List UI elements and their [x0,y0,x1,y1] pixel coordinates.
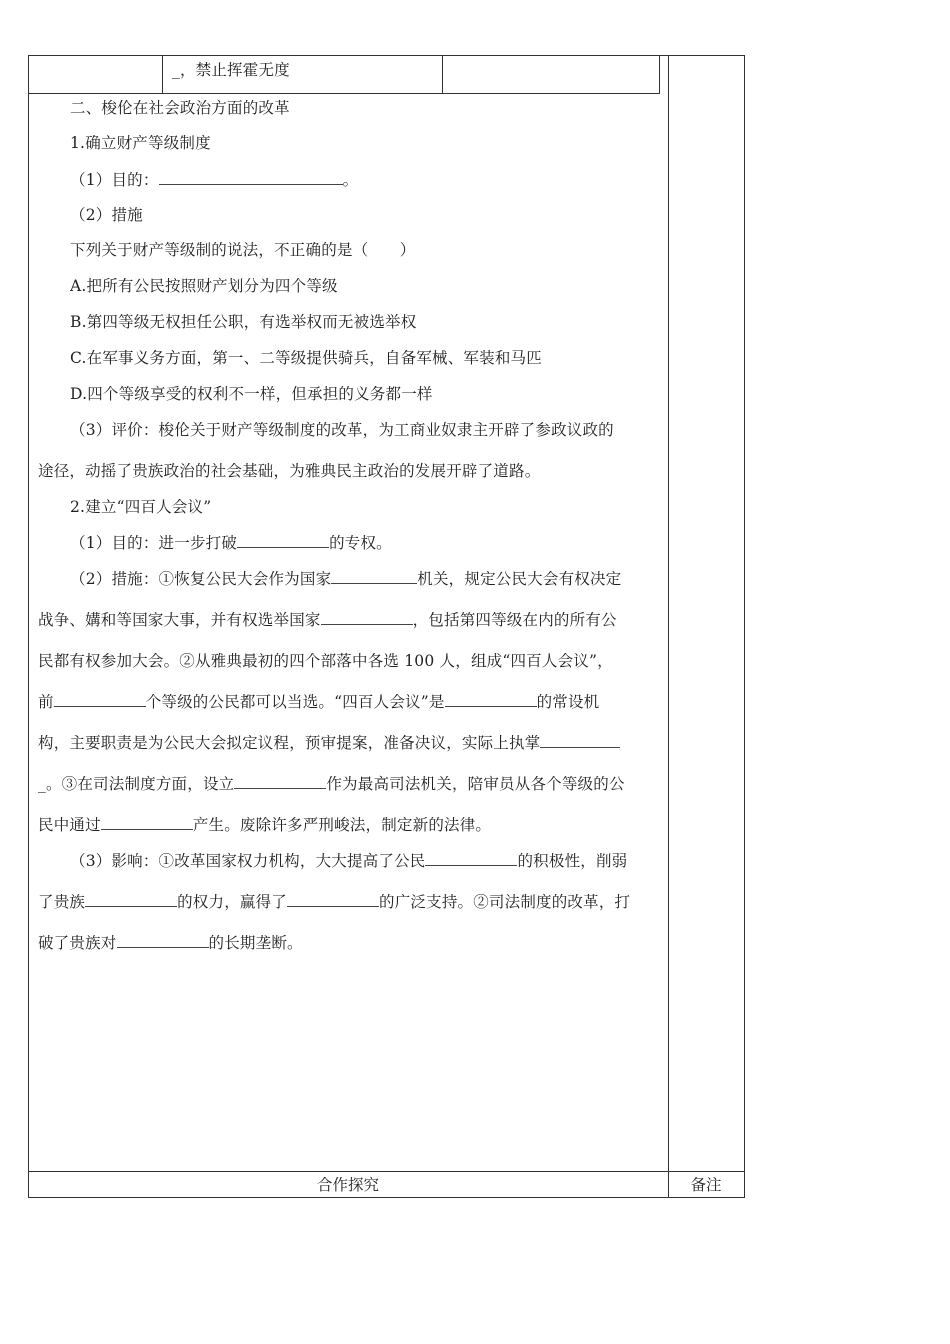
text-segment: 破了贵族对 [38,934,117,952]
measures-line-3: 民都有权参加大会。②从雅典最初的四个部落中各选 100 人，组成“四百人会议”， [38,652,613,670]
top-table-cell-text: _，禁止挥霍无度 [172,61,290,79]
part1-measures-label: （2）措施 [70,206,143,224]
text-segment: （1）目的：进一步打破 [70,534,238,552]
part1-question: 下列关于财产等级制的说法，不正确的是（ ） [70,241,416,259]
footer-top-border [28,1171,745,1172]
option-c: C.在军事义务方面，第一、二等级提供骑兵，自备军械、军装和马匹 [70,349,542,367]
part1-purpose-line [70,170,358,190]
text-segment: 构，主要职责是为公民大会拟定议程，预审提案，准备决议，实际上执掌 [38,734,541,752]
text-segment: 产生。废除许多严刑峻法，制定新的法律。 [192,816,492,834]
purpose-end: 。 [342,171,359,189]
text-segment: 的广泛支持。②司法制度的改革，打 [379,893,631,911]
text-segment: 的专权。 [329,534,392,552]
answer-blank[interactable] [425,851,517,866]
option-b: B.第四等级无权担任公职，有选举权而无被选举权 [70,313,417,331]
impact-line-1 [70,851,627,871]
option-a: A.把所有公民按照财产划分为四个等级 [70,277,338,295]
answer-blank[interactable] [331,569,417,584]
impact-line-3 [38,933,303,953]
answer-blank[interactable] [237,533,329,548]
frame-left-border [28,55,29,1198]
measures-line-2 [38,610,617,630]
text-segment: 机关，规定公民大会有权决定 [417,570,622,588]
answer-blank[interactable] [234,774,326,789]
inner-table-divider-1 [162,55,163,93]
frame-right-border [744,55,745,1198]
footer-right-label: 备注 [690,1176,722,1194]
measures-line-4 [38,692,599,712]
answer-blank[interactable] [321,610,413,625]
text-segment: 的常设机 [536,693,600,711]
footer-left-label: 合作探究 [316,1176,379,1194]
option-d: D.四个等级享受的权利不一样，但承担的义务都一样 [70,385,433,403]
part1-heading: 1.确立财产等级制度 [70,134,211,152]
text-segment: 的积极性，削弱 [517,852,628,870]
frame-top-border [28,55,745,56]
text-segment: 作为最高司法机关，陪审员从各个等级的公 [326,775,625,793]
text-segment: 前 [38,693,54,711]
text-segment: （2）措施：①恢复公民大会作为国家 [70,570,332,588]
answer-blank[interactable] [85,892,177,907]
inner-table-right-border [659,55,660,93]
answer-blank[interactable] [287,892,379,907]
answer-blank[interactable] [101,815,193,830]
answer-blank[interactable] [540,733,620,748]
answer-blank[interactable] [159,170,343,185]
measures-line-5 [38,733,620,753]
section-title: 二、梭伦在社会政治方面的改革 [70,99,290,117]
measures-line-7 [38,815,491,835]
text-segment: （3）影响：①改革国家权力机构，大大提高了公民 [70,852,426,870]
text-segment: 个等级的公民都可以当选。“四百人会议”是 [145,693,445,711]
text-segment: 民中通过 [38,816,101,834]
part2-purpose-line [70,533,392,553]
text-segment: 的长期垄断。 [208,934,303,952]
answer-blank[interactable] [54,692,146,707]
notes-column-divider [668,55,669,1198]
text-segment: 战争、媾和等国家大事，并有权选举国家 [38,611,321,629]
text-segment: _。③在司法制度方面，设立 [38,775,235,793]
evaluation-line-1: （3）评价：梭伦关于财产等级制度的改革，为工商业奴隶主开辟了参政议政的 [70,421,614,439]
part2-heading: 2.建立“四百人会议” [70,498,212,516]
footer-bottom-border [28,1197,745,1198]
text-segment: 的权力，赢得了 [177,893,288,911]
inner-table-divider-2 [442,55,443,93]
answer-blank[interactable] [445,692,537,707]
text-segment: 了贵族 [38,893,86,911]
purpose-label: （1）目的： [70,171,159,189]
inner-table-bottom-border [28,93,660,94]
measures-line-1 [70,569,621,589]
answer-blank[interactable] [117,933,209,948]
measures-line-6 [38,774,625,794]
evaluation-line-2: 途径，动摇了贵族政治的社会基础，为雅典民主政治的发展开辟了道路。 [38,462,541,480]
impact-line-2 [38,892,630,912]
text-segment: ，包括第四等级在内的所有公 [412,611,617,629]
